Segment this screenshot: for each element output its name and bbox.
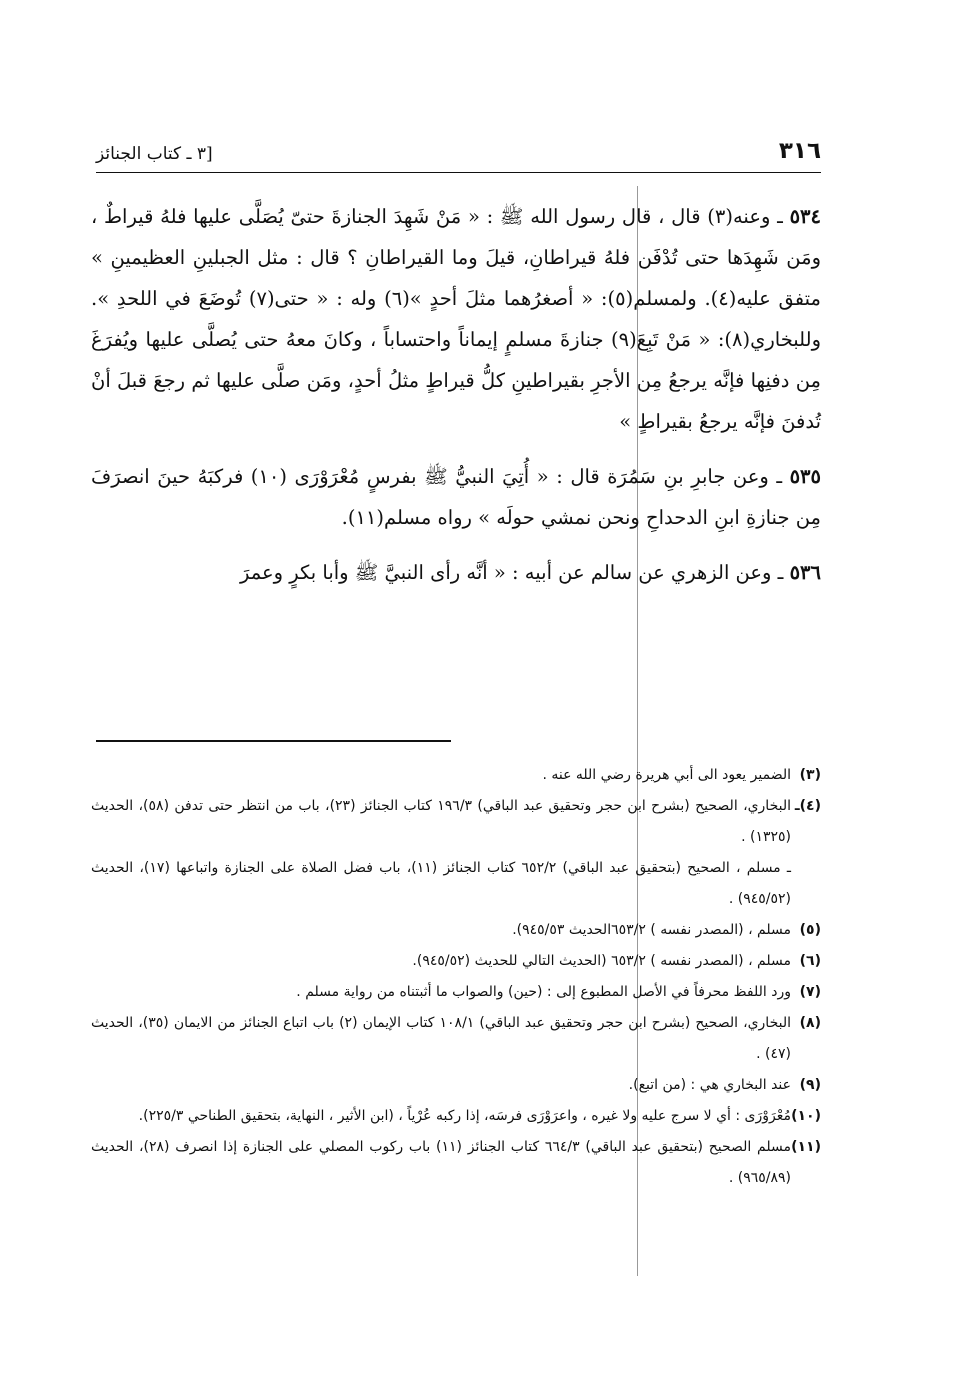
footnote-4-continued [91, 853, 821, 915]
hadith-535 [91, 456, 821, 538]
footnote-text: ورد اللفظ محرفاً في الأصل المطبوع إلى : (حين) والصواب ما أثبتناه من رواية مسلم . [296, 984, 791, 1000]
footnote-number: (٨) [799, 1015, 821, 1031]
page-number: ٣١٦ [778, 138, 821, 164]
hadith-number: ٥٣٤ [789, 205, 821, 228]
main-text [91, 196, 821, 607]
footnote-text: مسلم ، (المصدر نفسه ) ٦٥٣/٢ (الحديث التالي للحديث (٩٤٥/٥٢). [412, 953, 791, 969]
header-rule [96, 172, 821, 173]
footnote-10 [91, 1101, 821, 1132]
hadith-536 [91, 552, 821, 593]
footnote-3 [91, 760, 821, 791]
footnote-7 [91, 977, 821, 1008]
footnotes [91, 760, 821, 1194]
footnote-text: عند البخاري هي : (من اتبع). [628, 1077, 791, 1093]
footnote-8 [91, 1008, 821, 1070]
page-header [96, 124, 821, 164]
hadith-text: ـ وعن جابرِ بنِ سَمُرَة قال : « أُتِيَ النبيُّ ﷺ بفرسٍ مُعْرَوْرَى (١٠) فركبَهُ حينَ انصرَفَ مِن جنازةِ ابنِ الدحداحِ ونحن نمشي حولَه » رواه مسلم(١١). [91, 465, 821, 529]
footnote-number: (٣) [799, 767, 821, 783]
footnote-number: (١١) [791, 1139, 821, 1155]
running-title: [٣ ـ كتاب الجنائز [96, 144, 213, 164]
footnote-number [791, 853, 821, 915]
hadith-number: ٥٣٦ [789, 561, 821, 584]
footnote-text: ـ مسلم ، الصحيح (بتحقيق عبد الباقي) ٦٥٢/٢ كتاب الجنائز (١١)، باب فضل الصلاة على الجنازة واتباعها (١٧)، الحديث (٩٤٥/٥٢) . [91, 860, 792, 907]
footnote-text: الضمير يعود الى أبي هريرة رضي الله عنه . [542, 767, 791, 783]
footnote-number: (٥) [799, 922, 821, 938]
footnote-6 [91, 946, 821, 977]
footnote-number: (١٠) [791, 1108, 821, 1124]
footnotes-rule [96, 740, 451, 742]
footnote-5 [91, 915, 821, 946]
hadith-text: ـ وعن الزهري عن سالم عن أبيه : « أنَّه رأى النبيَّ ﷺ وأبا بكرٍ وعمرَ [239, 561, 784, 584]
hadith-534 [91, 196, 821, 442]
footnote-number: (٧) [799, 984, 821, 1000]
footnote-4 [91, 791, 821, 853]
footnote-9 [91, 1070, 821, 1101]
footnote-number: (٩) [799, 1077, 821, 1093]
footnote-number: (٤)ـ [794, 798, 821, 814]
footnote-text: مسلم الصحيح (بتحقيق عبد الباقي) ٦٦٤/٣ كتاب الجنائز (١١) باب ركوب المصلي على الجنازة إذا انصرف (٢٨)، الحديث (٩٦٥/٨٩) . [91, 1139, 791, 1186]
footnote-11 [91, 1132, 821, 1194]
footnote-text: البخاري، الصحيح (بشرح ابن حجر وتحقيق عبد الباقي) ١٩٦/٣ كتاب الجنائز (٢٣)، باب من انتظر حتى تدفن (٥٨)، الحديث (١٣٢٥) . [91, 798, 791, 845]
footnote-text: البخاري، الصحيح (بشرح ابن حجر وتحقيق عبد الباقي) ١٠٨/١ كتاب الإيمان (٢) باب اتباع الجنائز من الايمان (٣٥)، الحديث (٤٧) . [91, 1015, 791, 1062]
footnote-text: مسلم ، (المصدر نفسه ) ٦٥٣/٢الحديث ٩٤٥/٥٣). [512, 922, 791, 938]
footnote-text: مُعْرَوْرَى : أي لا سرج عليه ولا غيره ، واعرَوْرَى فرسَه، إذا ركبه عُرْياً ، (ابن الأثير ، النهاية، بتحقيق الطناحي ٢٢٥/٣). [138, 1108, 791, 1124]
hadith-text: ـ وعنه(٣) قال ، قال رسول الله ﷺ : « مَنْ شَهِدَ الجنازةَ حتىّ يُصَلَّى عليها فلهُ قيراطٌ ، ومَن شَهِدَها حتى تُدْفَن فلهُ قيراطانِ، قيلَ وما القيراطانِ ؟ قال : مثل الجبلينِ العظيمينِ » متفق عليه(٤). ولمسلم(٥): « أصغرُهما مثلَ أحدٍ »(٦) وله : « حتى(٧) تُوضَعَ في اللحدِ ». وللبخاري(٨): « مَنْ تَبِعَ(٩) جنازةَ مسلمٍ إيماناً واحتساباً ، وكانَ معهُ حتى يُصلَّى عليها ويُفرَغَ مِن دفنِها فإنَّه يرجعُ مِن الأجرِ بقيراطينِ كلُّ قيراطٍ مثلُ أحدٍ، ومَن صلَّى عليها ثم رجعَ قبلَ أنْ تُدفنَ فإنَّه يرجعُ بقيراطٍ » [91, 205, 821, 433]
footnote-number: (٦) [799, 953, 821, 969]
hadith-number: ٥٣٥ [789, 465, 821, 488]
